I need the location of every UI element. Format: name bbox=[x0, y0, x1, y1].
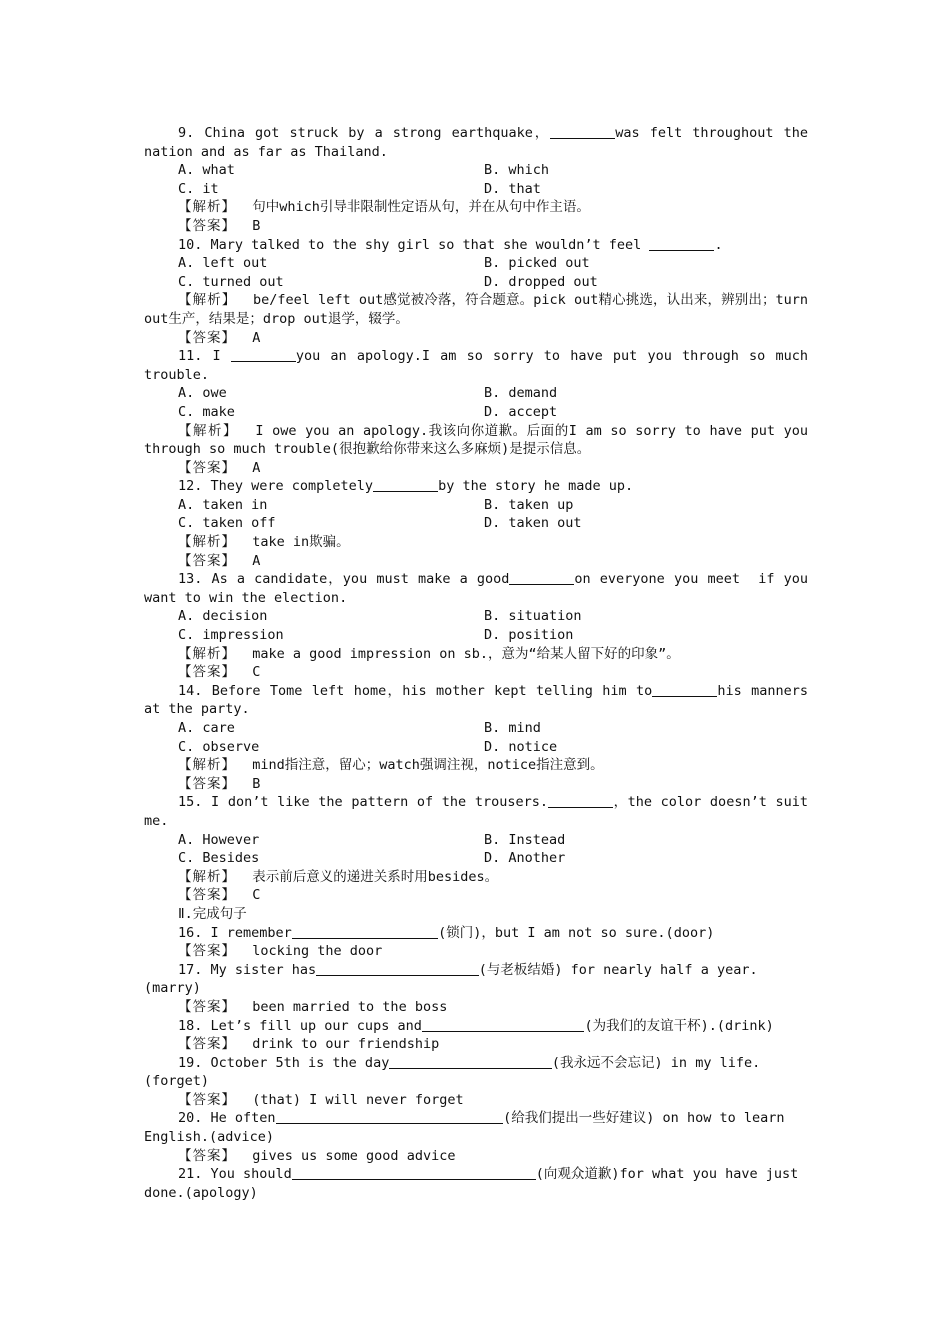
sentence-text: (我永远不会忘记) in my life.(forget) bbox=[144, 1054, 761, 1090]
sentence-item bbox=[144, 924, 808, 943]
option-c[interactable]: C. Besides bbox=[178, 850, 260, 867]
analysis-tag: 【解析】 bbox=[178, 868, 236, 885]
option-d[interactable]: D. Another bbox=[484, 850, 566, 867]
sentence-text: 19. October 5th is the day bbox=[178, 1054, 390, 1071]
answer-line bbox=[144, 552, 808, 571]
options-row bbox=[144, 273, 808, 292]
options-row bbox=[144, 626, 808, 645]
options-row bbox=[144, 161, 808, 180]
question-stem bbox=[144, 793, 817, 830]
document-body bbox=[144, 124, 817, 1202]
analysis-line bbox=[144, 291, 817, 328]
analysis-tag: 【解析】 bbox=[178, 534, 236, 551]
option-b[interactable]: B. which bbox=[484, 162, 550, 179]
option-d[interactable]: D. notice bbox=[484, 738, 558, 755]
stem-text: was felt throughout the nation and as far as Thailand. bbox=[144, 125, 817, 160]
option-c[interactable]: C. impression bbox=[178, 627, 284, 644]
options-row bbox=[144, 384, 808, 403]
stem-text: 10. Mary talked to the shy girl so that she wouldn’t feel bbox=[178, 236, 650, 253]
question-stem bbox=[144, 236, 808, 255]
sentence-text: 18. Let’s fill up our cups and bbox=[178, 1017, 422, 1034]
stem-text: you an apology.I am so sorry to have put you through so much trouble. bbox=[144, 348, 817, 383]
analysis-line-text: 表示前后意义的递进关系时用besides。 bbox=[252, 868, 499, 885]
analysis-line-text: I owe you an apology.我该向你道歉。后面的I am so sorry to have put you through so much trouble(很抱歉给你带来这么多麻烦)是提示信息。 bbox=[144, 422, 817, 458]
sentence-blank[interactable] bbox=[292, 925, 438, 939]
sentence-text: (为我们的友谊干杯).(drink) bbox=[584, 1017, 774, 1034]
options-row bbox=[144, 514, 808, 533]
analysis-line bbox=[144, 868, 808, 887]
answer-line-text: C bbox=[252, 887, 261, 904]
analysis-line-text: be/feel left out感觉被冷落，符合题意。pick out精心挑选，认出来，辨别出；turn out生产，结果是；drop out退学，辍学。 bbox=[144, 292, 817, 327]
answer-blank[interactable] bbox=[652, 683, 717, 697]
answer-tag: 【答案】 bbox=[178, 329, 236, 346]
answer-line-text: B bbox=[252, 775, 261, 792]
sentence-blank[interactable] bbox=[389, 1055, 552, 1069]
option-c[interactable]: C. it bbox=[178, 180, 219, 197]
stem-text: . bbox=[714, 236, 723, 253]
question-stem bbox=[144, 124, 817, 161]
sentence-text: 17. My sister has bbox=[178, 961, 317, 978]
sentence-item bbox=[144, 961, 808, 998]
answer-line-text: been married to the boss bbox=[252, 998, 448, 1015]
sentence-blank[interactable] bbox=[276, 1110, 504, 1124]
sentence-item bbox=[144, 1017, 808, 1036]
answer-line-text: C bbox=[252, 664, 261, 681]
answer-line bbox=[144, 1035, 808, 1054]
option-c[interactable]: C. turned out bbox=[178, 273, 284, 290]
answer-tag: 【答案】 bbox=[178, 1147, 236, 1164]
options-row bbox=[144, 607, 808, 626]
analysis-tag: 【解析】 bbox=[178, 757, 236, 774]
options-row bbox=[144, 496, 808, 515]
sentence-text: 20. He often bbox=[178, 1110, 276, 1127]
answer-tag: 【答案】 bbox=[178, 943, 236, 960]
analysis-line bbox=[144, 533, 808, 552]
answer-line bbox=[144, 217, 808, 236]
answer-line-text: drink to our friendship bbox=[252, 1036, 440, 1053]
answer-tag: 【答案】 bbox=[178, 664, 236, 681]
sentence-item bbox=[144, 1165, 808, 1202]
options-row bbox=[144, 403, 808, 422]
options-row bbox=[144, 738, 808, 757]
answer-tag: 【答案】 bbox=[178, 998, 236, 1015]
answer-tag: 【答案】 bbox=[178, 552, 236, 569]
answer-blank[interactable] bbox=[509, 571, 574, 585]
analysis-line bbox=[144, 645, 808, 664]
option-b[interactable]: B. taken up bbox=[484, 496, 574, 513]
sentence-item bbox=[144, 1054, 808, 1091]
answer-tag: 【答案】 bbox=[178, 459, 236, 476]
answer-line bbox=[144, 329, 808, 348]
sentence-blank[interactable] bbox=[292, 1166, 536, 1180]
analysis-tag: 【解析】 bbox=[178, 645, 236, 662]
answer-line bbox=[144, 459, 808, 478]
answer-blank[interactable] bbox=[373, 478, 438, 492]
sentence-text: (与老板结婚) for nearly half a year.(marry) bbox=[144, 961, 758, 997]
answer-tag: 【答案】 bbox=[178, 1091, 236, 1108]
analysis-line-text: 句中which引导非限制性定语从句，并在从句中作主语。 bbox=[252, 199, 590, 216]
answer-tag: 【答案】 bbox=[178, 775, 236, 792]
answer-line bbox=[144, 775, 808, 794]
option-d[interactable]: D. accept bbox=[484, 403, 558, 420]
option-b[interactable]: B. picked out bbox=[484, 255, 590, 272]
option-c[interactable]: C. observe bbox=[178, 738, 260, 755]
option-a[interactable]: A. what bbox=[178, 162, 235, 179]
option-b[interactable]: B. Instead bbox=[484, 831, 566, 848]
answer-line bbox=[144, 663, 808, 682]
answer-tag: 【答案】 bbox=[178, 217, 236, 234]
answer-line bbox=[144, 942, 808, 961]
option-d[interactable]: D. position bbox=[484, 627, 574, 644]
answer-line-text: A bbox=[252, 552, 261, 569]
option-c[interactable]: C. make bbox=[178, 403, 235, 420]
answer-line-text: gives us some good advice bbox=[252, 1147, 456, 1164]
answer-blank[interactable] bbox=[550, 125, 615, 139]
analysis-line-text: make a good impression on sb.，意为“给某人留下好的印象”。 bbox=[252, 645, 680, 662]
options-row bbox=[144, 254, 808, 273]
option-a[interactable]: A. taken in bbox=[178, 496, 268, 513]
analysis-line-text: take in欺骗。 bbox=[252, 534, 350, 551]
options-row bbox=[144, 180, 808, 199]
options-row bbox=[144, 719, 808, 738]
sentence-blank[interactable] bbox=[316, 962, 479, 976]
stem-text: 15. I don’t like the pattern of the trousers. bbox=[178, 794, 548, 811]
sentence-blank[interactable] bbox=[422, 1018, 585, 1032]
sentence-text: (给我们提出一些好建议) on how to learn English.(advice) bbox=[144, 1110, 793, 1146]
stem-text: 14. Before Tome left home，his mother kept telling him to bbox=[178, 682, 653, 699]
question-stem bbox=[144, 347, 817, 384]
answer-line bbox=[144, 998, 808, 1017]
stem-text: 12. They were completely bbox=[178, 478, 374, 495]
stem-text: 13. As a candidate，you must make a good bbox=[178, 571, 510, 588]
option-a[interactable]: A. owe bbox=[178, 385, 227, 402]
sentence-text: 16. I remember bbox=[178, 924, 292, 941]
options-row bbox=[144, 849, 808, 868]
stem-text: by the story he made up. bbox=[438, 478, 634, 495]
answer-line-text: (that) I will never forget bbox=[252, 1091, 464, 1108]
option-d[interactable]: D. that bbox=[484, 180, 541, 197]
option-c[interactable]: C. taken off bbox=[178, 515, 276, 532]
answer-line-text: B bbox=[252, 217, 261, 234]
option-b[interactable]: B. mind bbox=[484, 720, 541, 736]
analysis-line bbox=[144, 422, 817, 459]
option-d[interactable]: D. taken out bbox=[484, 515, 582, 532]
analysis-line bbox=[144, 198, 808, 217]
options-row bbox=[144, 831, 808, 850]
analysis-line bbox=[144, 756, 808, 775]
analysis-line-text: mind指注意，留心；watch强调注视，notice指注意到。 bbox=[252, 757, 604, 774]
answer-line bbox=[144, 1147, 808, 1166]
stem-text: 11. I bbox=[178, 348, 231, 365]
option-a[interactable]: A. decision bbox=[178, 608, 268, 625]
answer-line-text: A bbox=[252, 329, 261, 346]
sentence-text: 21. You should bbox=[178, 1166, 292, 1183]
stem-text: on everyone you meet if you want to win the election. bbox=[144, 571, 817, 606]
analysis-tag: 【解析】 bbox=[178, 292, 237, 309]
stem-text: his manners at the party. bbox=[144, 682, 817, 718]
option-a[interactable]: A. However bbox=[178, 831, 260, 848]
answer-tag: 【答案】 bbox=[178, 1036, 236, 1053]
analysis-tag: 【解析】 bbox=[178, 199, 236, 216]
answer-line bbox=[144, 1091, 808, 1110]
answer-line bbox=[144, 886, 808, 905]
analysis-tag: 【解析】 bbox=[178, 422, 239, 439]
answer-blank[interactable] bbox=[548, 794, 613, 808]
option-a[interactable]: A. left out bbox=[178, 255, 268, 272]
sentence-text: (向观众道歉)for what you have just done.(apology) bbox=[144, 1166, 807, 1201]
answer-line-text: A bbox=[252, 459, 261, 476]
stem-text: ，the color doesn’t suit me. bbox=[144, 794, 817, 829]
sentence-item bbox=[144, 1109, 808, 1146]
option-d[interactable]: D. dropped out bbox=[484, 273, 598, 290]
stem-text: 9. China got struck by a strong earthquake， bbox=[178, 125, 551, 141]
answer-blank[interactable] bbox=[649, 237, 714, 251]
answer-tag: 【答案】 bbox=[178, 887, 236, 904]
answer-line-text: locking the door bbox=[252, 943, 383, 960]
section-title: Ⅱ.完成句子 bbox=[178, 905, 247, 922]
option-b[interactable]: B. situation bbox=[484, 608, 582, 625]
question-stem bbox=[144, 570, 817, 607]
question-stem bbox=[144, 682, 817, 719]
sentence-text: (锁门)，but I am not so sure.(door) bbox=[438, 924, 715, 941]
question-stem bbox=[144, 477, 808, 496]
option-b[interactable]: B. demand bbox=[484, 385, 558, 402]
option-a[interactable]: A. care bbox=[178, 720, 235, 736]
answer-blank[interactable] bbox=[231, 348, 296, 362]
